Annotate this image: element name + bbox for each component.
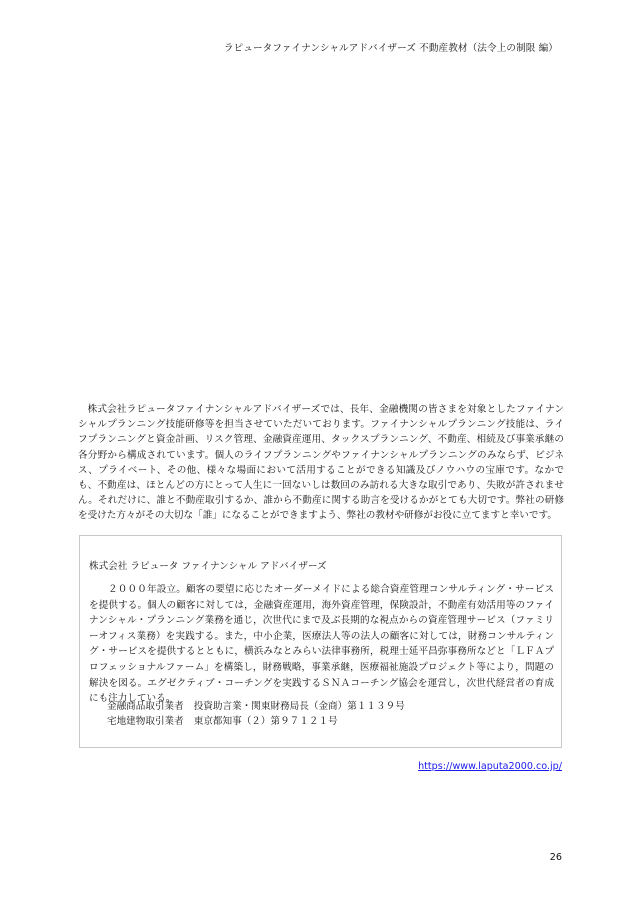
company-description-text: ２０００年設立。顧客の要望に応じたオーダーメイドによる総合資産管理コンサルティング・サービスを提供する。個人の顧客に対しては，金融資産運用，海外資産管理，保険設計，不動産有効活用等のファイナンシャル・プランニング業務を通じ，次世代にまで及ぶ長期的な視点からの資産管理サービス（ファミリーオフィス業務）を実践する。また，中小企業，医療法人等の法人の顧客に対しては，財務コンサルティング・サービスを提供するとともに，横浜みなとみらい法律事務所，税理士延平昌弥事務所などと「ＬＦＡプロフェッショナルファーム」を構築し，財務戦略，事業承継，医療福祉施設プロジェクト等により，問題の解決を図る。エグゼクティブ・コーチングを実践するＳＮＡコーチング協会を運営し，次世代経営者の育成にも注力している。 (89, 584, 554, 705)
company-website-link[interactable]: https://www.laputa2000.co.jp/ (418, 761, 562, 772)
license-label: 金融商品取引業者 (107, 701, 184, 712)
intro-section (78, 402, 564, 524)
document-header: ラピュータファイナンシャルアドバイザーズ 不動産教材（法令上の制限 編） (223, 43, 558, 54)
license-value: 東京都知事（２）第９７１２１号 (193, 716, 338, 728)
license-row (107, 699, 405, 714)
license-label: 宅地建物取引業者 (107, 716, 184, 728)
intro-paragraph: 株式会社ラピュータファイナンシャルアドバイザーズでは、長年、金融機関の皆さまを対象としたファイナンシャルプランニング技能研修等を担当させていただいております。ファイナンシャルプランニング技能は、ライフプランニングと資金計画、リスク管理、金融資産運用、タックスプランニング、不動産、相続及び事業承継の各分野から構成されています。個人のライフプランニングやファイナンシャルプランニングのみならず、ビジネス、プライベート、その他、様々な場面において活用することができる知識及びノウハウの宝庫です。なかでも、不動産は、ほとんどの方にとって人生に一回ないしは数回のみ訪れる大きな取引であり、失敗が許されません。それだけに、誰と不動産取引するか、誰から不動産に関する助言を受けるかがとても大切です。弊社の研修を受けた方々がその大切な「誰」になることができますよう、弊社の教材や研修がお役に立てますと幸いです。 (78, 404, 564, 522)
company-description (89, 582, 554, 707)
company-name: 株式会社 ラピュータ ファイナンシャル アドバイザーズ (89, 561, 327, 572)
license-row (107, 714, 405, 729)
license-value: 投資助言業・関東財務局長（金商）第１１３９号 (193, 701, 405, 712)
page-number: 26 (549, 852, 562, 863)
license-list (107, 699, 405, 729)
company-profile-box (79, 535, 562, 748)
